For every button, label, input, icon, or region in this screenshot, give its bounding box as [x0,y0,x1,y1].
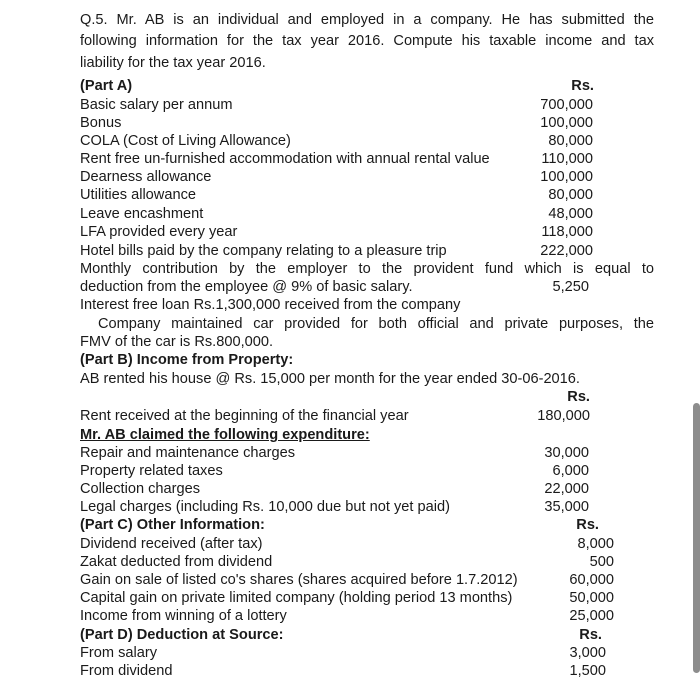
part-b-row: Property related taxes 6,000 [80,463,589,479]
claim-heading: Mr. AB claimed the following expenditure: [80,427,370,443]
part-b-row: Collection charges 22,000 [80,481,589,497]
part-b-currency-row [0,388,700,406]
part-a-row: Utilities allowance 80,000 [80,187,593,203]
part-d-row: From dividend 1,500 [80,663,606,679]
part-b-desc: AB rented his house @ Rs. 15,000 per month for the year ended 30-06-2016. [80,371,580,387]
part-b-currency: Rs. [567,389,590,405]
part-c-heading-row: (Part C) Other Information: Rs. [80,517,599,533]
part-a-row: Bonus 100,000 [80,115,593,131]
part-d-currency: Rs. [579,627,602,643]
part-d-heading-row: (Part D) Deduction at Source: Rs. [80,627,602,643]
part-c-currency: Rs. [576,517,599,533]
part-a-heading: (Part A) [80,78,133,94]
part-b-heading: (Part B) Income from Property: [80,352,294,368]
car-line-2: FMV of the car is Rs.800,000. [80,334,274,350]
part-a-row: Hotel bills paid by the company relating to a pleasure trip 222,000 [80,243,593,259]
vertical-scrollbar[interactable] [693,403,700,673]
rent-row: Rent received at the beginning of the financial year 180,000 [80,408,590,424]
loan-line: Interest free loan Rs.1,300,000 received from the company [80,297,461,313]
part-a-currency: Rs. [571,78,594,94]
pf-line-2: deduction from the employee @ 9% of basic salary. 5,250 [80,279,589,295]
part-a-heading-row [0,77,700,95]
part-c-row: Dividend received (after tax) 8,000 [80,536,614,552]
part-a-row: Dearness allowance 100,000 [80,169,593,185]
part-c-row: Capital gain on private limited company (holding period 13 months) 50,000 [80,590,614,606]
car-line-1: Company maintained car provided for both official and private purposes, the [98,316,654,332]
part-b-row: Repair and maintenance charges 30,000 [80,445,589,461]
part-d-row: From salary 3,000 [80,645,606,661]
part-c-row: Income from winning of a lottery 25,000 [80,608,614,624]
pf-line-1: Monthly contribution by the employer to the provident fund which is equal to [80,261,654,277]
part-a-row: Basic salary per annum 700,000 [80,97,593,113]
part-a-row: Leave encashment 48,000 [80,206,593,222]
intro-line-2: following information for the tax year 2016. Compute his taxable income and tax [80,33,654,49]
part-c-row: Gain on sale of listed co's shares (shares acquired before 1.7.2012) 60,000 [80,572,614,588]
part-a-row: Rent free un-furnished accommodation with annual rental value 110,000 [80,151,593,167]
part-b-row: Legal charges (including Rs. 10,000 due but not yet paid) 35,000 [80,499,589,515]
pf-value: 5,250 [552,279,589,295]
intro-line-3: liability for the tax year 2016. [80,55,266,71]
part-a-row: COLA (Cost of Living Allowance) 80,000 [80,133,593,149]
part-c-row: Zakat deducted from dividend 500 [80,554,614,570]
intro-line-1: Q.5. Mr. AB is an individual and employed in a company. He has submitted the [80,12,654,28]
part-a-row: LFA provided every year 118,000 [80,224,593,240]
